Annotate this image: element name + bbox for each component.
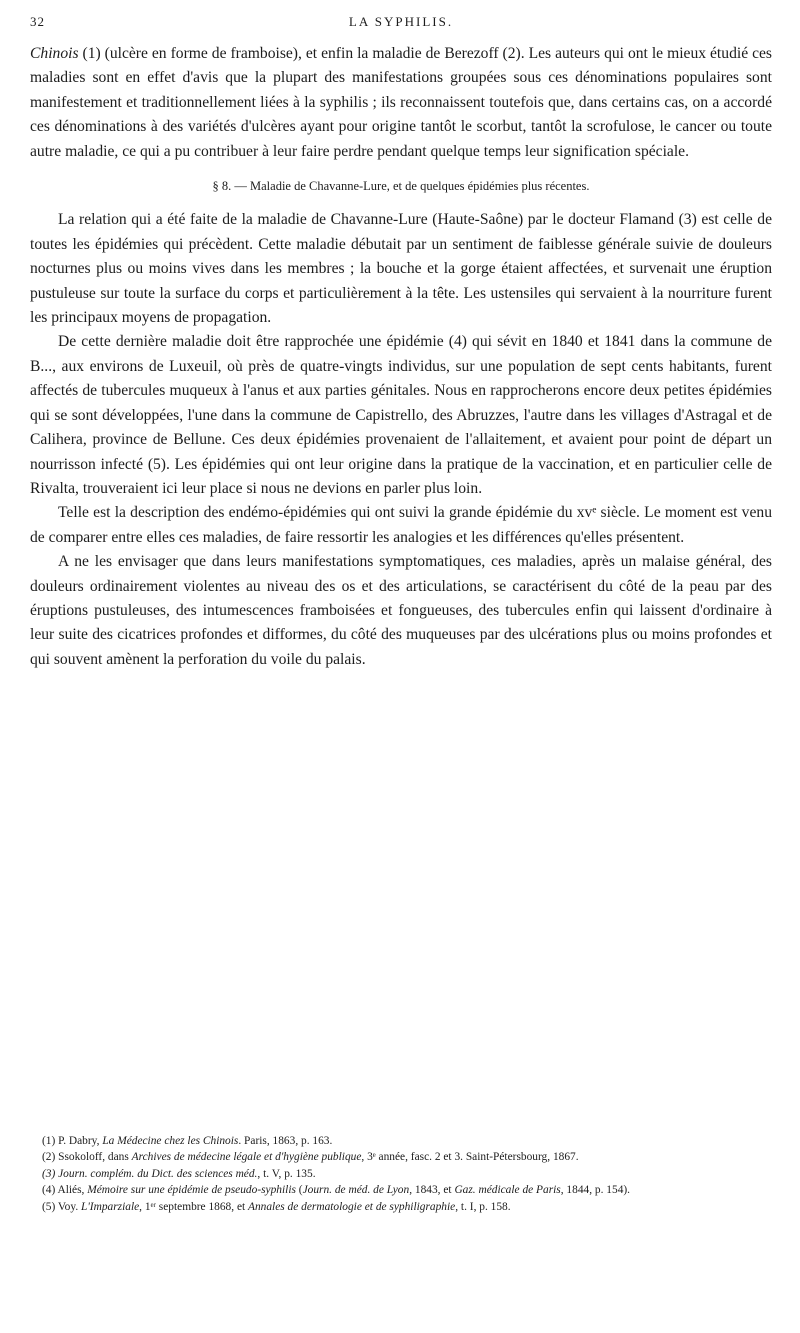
paragraph-2: La relation qui a été faite de la maladie de Chavanne-Lure (Haute-Saône) par le docteur Flamand (3) est celle de toutes les épidémies qui précèdent. Cette maladie débutait par un sentiment de faiblesse générale suivie de douleurs nocturnes plus ou moins vives dans les membres ; la bouche et la gorge étaient affectées, et survenait une éruption pustuleuse sur toute la surface du corps et particulièrement à la tête. Les ustensiles qui servaient à la nourriture furent les principaux moyens de propagation. — [30, 211, 772, 327]
footnote-4-page: , 1844, p. 154). — [560, 1184, 631, 1197]
footnote-4-ref: , 1843, et — [409, 1184, 455, 1197]
footnote-4-journal: Journ. de méd. de Lyon — [302, 1184, 410, 1197]
footnote-4-text: (4) Aliés, — [42, 1184, 88, 1197]
footnote-2 — [30, 1149, 772, 1165]
footnote-3-title: (3) Journ. complém. du Dict. des sciences méd. — [42, 1167, 258, 1180]
footnote-2-text: (2) Ssokoloff, dans — [42, 1151, 132, 1164]
section-title: § 8. — Maladie de Chavanne-Lure, et de quelques épidémies plus récentes. — [212, 179, 590, 194]
footnote-1 — [30, 1133, 772, 1149]
footnote-5-text: (5) Voy. — [42, 1200, 82, 1213]
footnote-2-title: Archives de médecine légale et d'hygiène publique — [131, 1151, 362, 1164]
footnote-4-gazette: Gaz. médicale de Paris — [454, 1184, 561, 1197]
paragraph-1 — [30, 42, 772, 164]
footnote-1-ref: . Paris, 1863, p. 163. — [238, 1135, 333, 1147]
footnote-4-title: Mémoire sur une épidémie de pseudo-syphilis — [87, 1184, 296, 1197]
page-number: 32 — [30, 14, 45, 29]
footnote-1-title: La Médecine chez les Chinois — [102, 1135, 239, 1147]
paragraph-4: Telle est la description des endémo-épidémies qui ont suivi la grande épidémie du xvᵉ siècle. Le moment est venu de comparer entre elles ces maladies, de faire ressortir les analogies et les différences qu'elles présentent. — [30, 504, 772, 546]
paragraph-1-lead: Chinois — [30, 45, 79, 62]
footnote-1-text: (1) P. Dabry, — [42, 1135, 103, 1147]
footnote-4-sep: ( — [295, 1184, 303, 1197]
footnote-5 — [30, 1199, 772, 1215]
running-title: LA SYPHILIS. — [348, 14, 454, 29]
footnote-2-ref: , 3ᵉ année, fasc. 2 et 3. Saint-Pétersbourg, 1867. — [361, 1151, 579, 1164]
footnote-4 — [30, 1182, 772, 1198]
footnote-5-ref: , t. I, p. 158. — [455, 1200, 511, 1213]
footnote-5-date: , 1ᵉʳ septembre 1868, et — [139, 1200, 249, 1213]
footnotes — [30, 1133, 772, 1215]
paragraph-1-text: (1) (ulcère en forme de framboise), et enfin la maladie de Berezoff (2). Les auteurs qui ont le mieux étudié ces maladies sont en effet d'avis que la plupart des manifestations groupées sous ces dénominations populaires sont manifestement et traditionnellement liées à la syphilis ; ils reconnaissent toutefois que, dans certains cas, on a accordé ces dénominations à des variétés d'ulcères ayant pour origine tantôt le scorbut, tantôt la scrofulose, le cancer ou toute autre maladie, ce qui a pu contribuer à leur faire perdre pendant quelque temps leur signification spéciale. — [30, 45, 772, 160]
paragraph-3: De cette dernière maladie doit être rapprochée une épidémie (4) qui sévit en 1840 et 1841 dans la commune de B..., aux environs de Luxeuil, où près de quatre-vingts individus, sur une population de sept cents habitants, furent affectés de tubercules muqueux à l'anus et aux parties génitales. Nous en rapprocherons encore deux petites épidémies qui se sont développées, l'une dans la commune de Capistrello, des Abruzzes, l'autre dans les villages d'Astragal et de Calihera, province de Bellune. Ces deux épidémies provenaient de l'allaitement, et avaient pour point de départ un nourrisson infecté (5). Les épidémies qui ont leur origine dans la pratique de la vaccination, et en particulier celle de Rivalta, trouveraient ici leur place si nous ne devions en parler plus loin. — [30, 333, 772, 497]
footnote-3-ref: , t. V, p. 135. — [257, 1167, 316, 1180]
footnote-3 — [30, 1166, 772, 1182]
running-header — [30, 14, 772, 34]
footnote-5-journal: Annales de dermatologie et de syphiligraphie — [248, 1200, 456, 1213]
paragraph-5: A ne les envisager que dans leurs manifestations symptomatiques, ces maladies, après un malaise général, des douleurs ordinairement violentes au niveau des os et des articulations, se caractérisent du côté de la peau par des éruptions pustuleuses, des intumescences framboisées et fongueuses, des tubercules enfin qui laissent d'ordinaire à leur suite des cicatrices profondes et difformes, du côté des muqueuses par des ulcérations plus ou moins profondes et qui souvent amènent la perforation du voile du palais. — [30, 553, 772, 668]
footnote-5-title: L'Imparziale — [81, 1200, 140, 1213]
main-text — [30, 42, 772, 672]
